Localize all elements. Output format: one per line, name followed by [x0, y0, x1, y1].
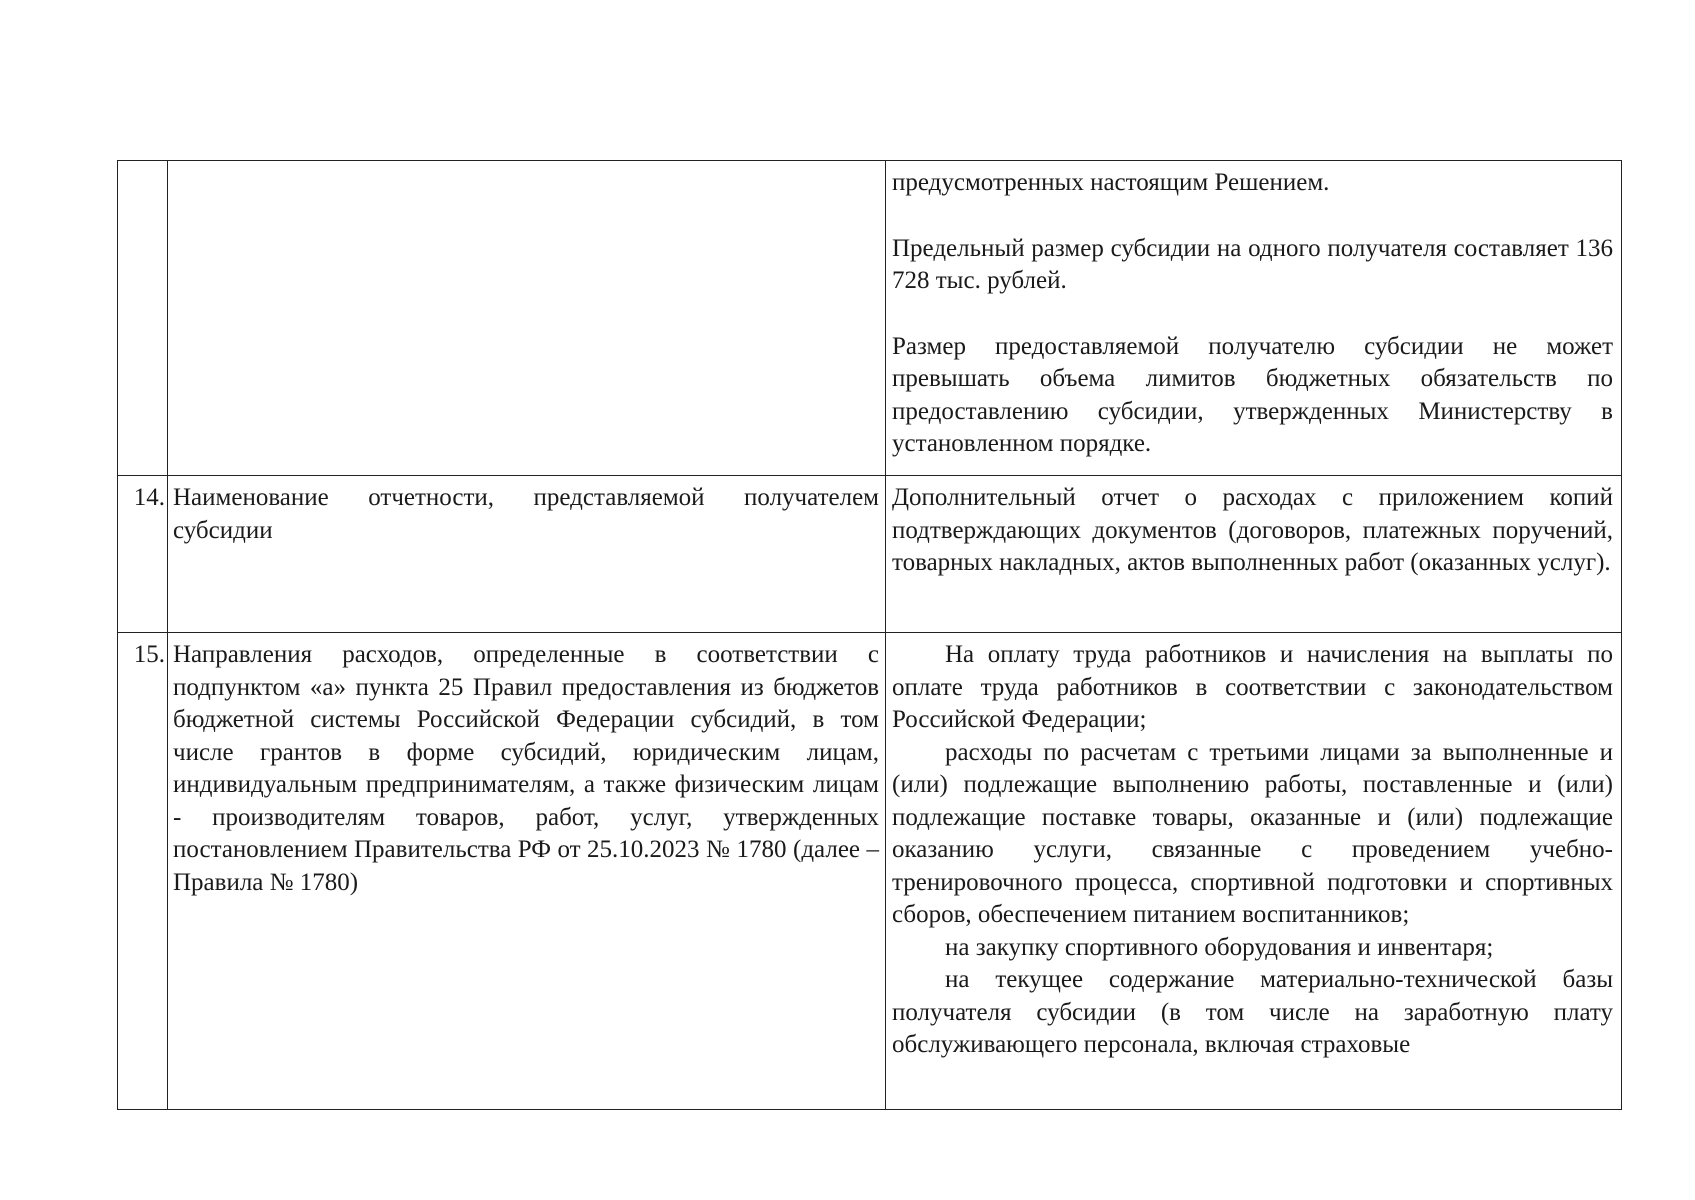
- value-paragraph: на закупку спортивного оборудования и инвентаря;: [945, 933, 1494, 961]
- table-row-continuation: [118, 161, 1622, 476]
- value-paragraph: Дополнительный отчет о расходах с приложением копий подтверждающих документов (договоров, платежных поручений, товарных накладных, актов выполненных работ (оказанных услуг).: [892, 484, 1613, 576]
- value-paragraph: Предельный размер субсидии на одного получателя составляет 136 728 тыс. рублей.: [892, 234, 1613, 294]
- row-value: [886, 161, 1622, 476]
- value-paragraph: предусмотренных настоящим Решением.: [892, 169, 1330, 196]
- row-number: [118, 161, 168, 476]
- value-paragraph: Размер предоставляемой получателю субсидии не может превышать объема лимитов бюджетных обязательств по предоставлению субсидии, утвержденных Министерству в установленном порядке.: [892, 332, 1613, 457]
- row-name: Направления расходов, определенные в соответствии с подпунктом «а» пункта 25 Правил предоставления из бюджетов бюджетной системы Российской Федерации субсидий, в том числе грантов в форме субсидий, юридическим лицам, индивидуальным предпринимателям, а также физическим лицам - производителям товаров, работ, услуг, утвержденных постановлением Правительства РФ от 25.10.2023 № 1780 (далее – Правила № 1780): [168, 633, 886, 1110]
- row-number: 15.: [118, 633, 168, 1110]
- subsidy-conditions-table: [117, 160, 1622, 1110]
- row-value: [886, 476, 1622, 633]
- row-name: [168, 161, 886, 476]
- value-paragraph: расходы по расчетам с третьими лицами за выполненные и (или) подлежащие выполнению работы, поставленные и (или) подлежащие поставке товары, оказанные и (или) подлежащие оказанию услуги, связанные с проведением учебно-тренировочного процесса, спортивной подготовки и спортивных сборов, обеспечением питанием воспитанников;: [892, 738, 1613, 928]
- row-value: [886, 633, 1622, 1110]
- table-row-15: [118, 633, 1622, 1110]
- value-paragraph: На оплату труда работников и начисления на выплаты по оплате труда работников в соответствии с законодательством Российской Федерации;: [892, 641, 1613, 733]
- table-row-14: [118, 476, 1622, 633]
- row-number: 14.: [118, 476, 168, 633]
- value-paragraph: на текущее содержание материально-технической базы получателя субсидии (в том числе на заработную плату обслуживающего персонала, включая страховые: [892, 966, 1613, 1058]
- row-name: Наименование отчетности, представляемой получателем субсидии: [168, 476, 886, 633]
